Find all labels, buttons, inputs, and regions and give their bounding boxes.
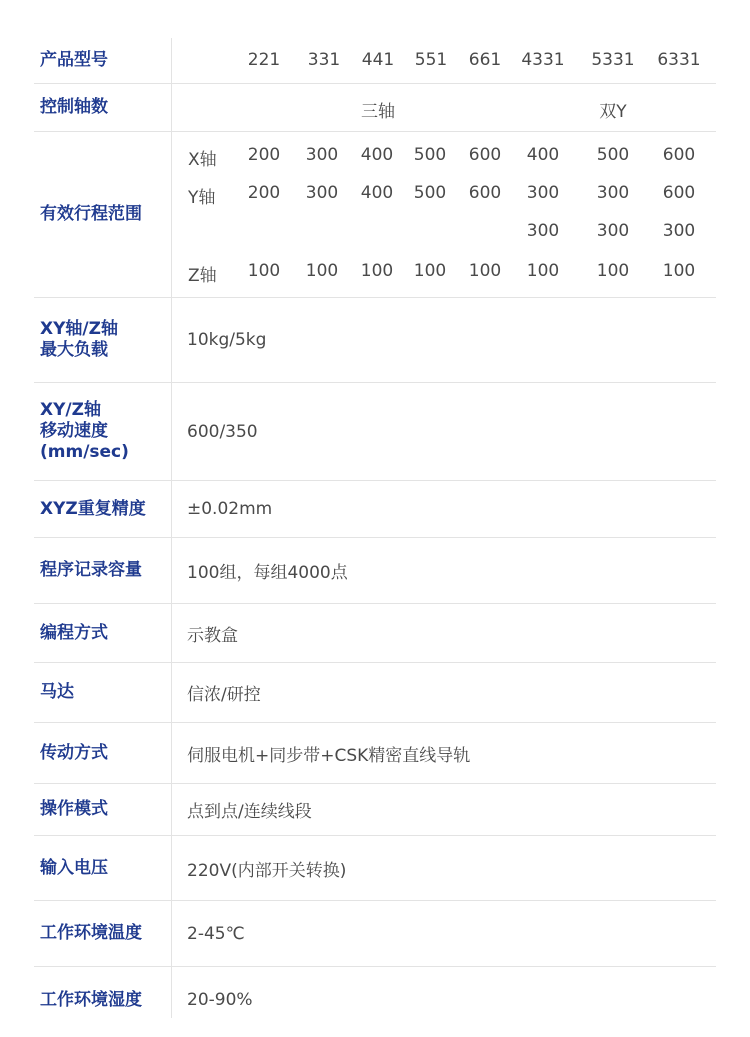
row-value: 伺服电机+同步带+CSK精密直线导轨 [187,745,471,766]
travel-cell: 400 [360,183,394,203]
row-value: 点到点/连续线段 [187,802,312,822]
row-value: 100组，每组4000点 [187,563,348,583]
travel-cell: 100 [596,261,630,281]
travel-cell: 600 [468,145,502,165]
travel-cell: 200 [247,183,281,203]
row-programming-method [34,604,716,662]
row-value: 2-45℃ [187,923,245,944]
row-label: 传动方式 [40,742,108,763]
axis-label: Z轴 [188,266,217,286]
row-value: 示教盒 [187,625,238,646]
row-temperature [34,901,716,966]
model-cell: 221 [247,50,281,70]
travel-cell: 300 [662,221,696,241]
travel-cell: 400 [526,145,560,165]
model-cell: 4331 [521,50,565,70]
travel-cell: 300 [596,183,630,203]
row-label: XY/Z轴 移动速度 (mm/sec) [40,400,129,462]
row-max-load [34,298,716,382]
row-label: 编程方式 [40,622,108,643]
model-cell: 551 [414,50,448,70]
row-axes-count [34,84,716,131]
row-label: 控制轴数 [40,97,108,117]
travel-cell: 100 [662,261,696,281]
row-label: 输入电压 [40,857,108,878]
travel-cell: 100 [413,261,447,281]
row-label: 有效行程范围 [40,204,142,224]
travel-cell: 200 [247,145,281,165]
row-label: XYZ重复精度 [40,498,146,519]
travel-cell: 500 [413,145,447,165]
row-label: 工作环境温度 [40,923,142,943]
travel-cell: 100 [526,261,560,281]
row-travel-range [34,132,716,297]
travel-cell: 600 [662,183,696,203]
model-cell: 6331 [657,50,701,70]
row-input-voltage [34,836,716,900]
travel-cell: 400 [360,145,394,165]
travel-cell: 300 [305,183,339,203]
row-label: 程序记录容量 [40,560,142,580]
model-cell: 331 [307,50,341,70]
row-value: 600/350 [187,421,258,442]
row-label: XY轴/Z轴 最大负载 [40,319,118,360]
row-operation-mode [34,784,716,835]
axes-group-dual-y: 双Y [599,102,627,122]
row-label: 操作模式 [40,799,108,819]
row-label: 产品型号 [40,50,108,70]
row-repeat-accuracy [34,481,716,537]
row-motor [34,663,716,722]
row-label: 工作环境湿度 [40,989,142,1010]
model-cell: 661 [468,50,502,70]
row-value: 220V(内部开关转换) [187,860,347,881]
row-value: 10kg/5kg [187,330,267,350]
travel-cell: 500 [596,145,630,165]
travel-cell: 100 [468,261,502,281]
travel-cell: 300 [526,183,560,203]
row-model [34,38,716,83]
travel-cell: 300 [305,145,339,165]
travel-cell: 600 [468,183,502,203]
travel-cell: 100 [360,261,394,281]
travel-cell: 500 [413,183,447,203]
axes-group-three: 三轴 [361,102,395,122]
row-humidity [34,967,716,1033]
row-label: 马达 [40,682,74,702]
row-value: 信浓/研控 [187,685,261,705]
axis-label: X轴 [188,150,217,170]
row-value: 20-90% [187,990,253,1010]
travel-cell: 100 [247,261,281,281]
row-transmission [34,723,716,783]
travel-cell: 300 [526,221,560,241]
row-move-speed [34,383,716,480]
travel-cell: 600 [662,145,696,165]
model-cell: 5331 [591,50,635,70]
row-program-capacity [34,538,716,603]
travel-cell: 300 [596,221,630,241]
row-value: ±0.02mm [187,499,273,519]
axis-label: Y轴 [188,188,216,208]
model-cell: 441 [361,50,395,70]
travel-cell: 100 [305,261,339,281]
